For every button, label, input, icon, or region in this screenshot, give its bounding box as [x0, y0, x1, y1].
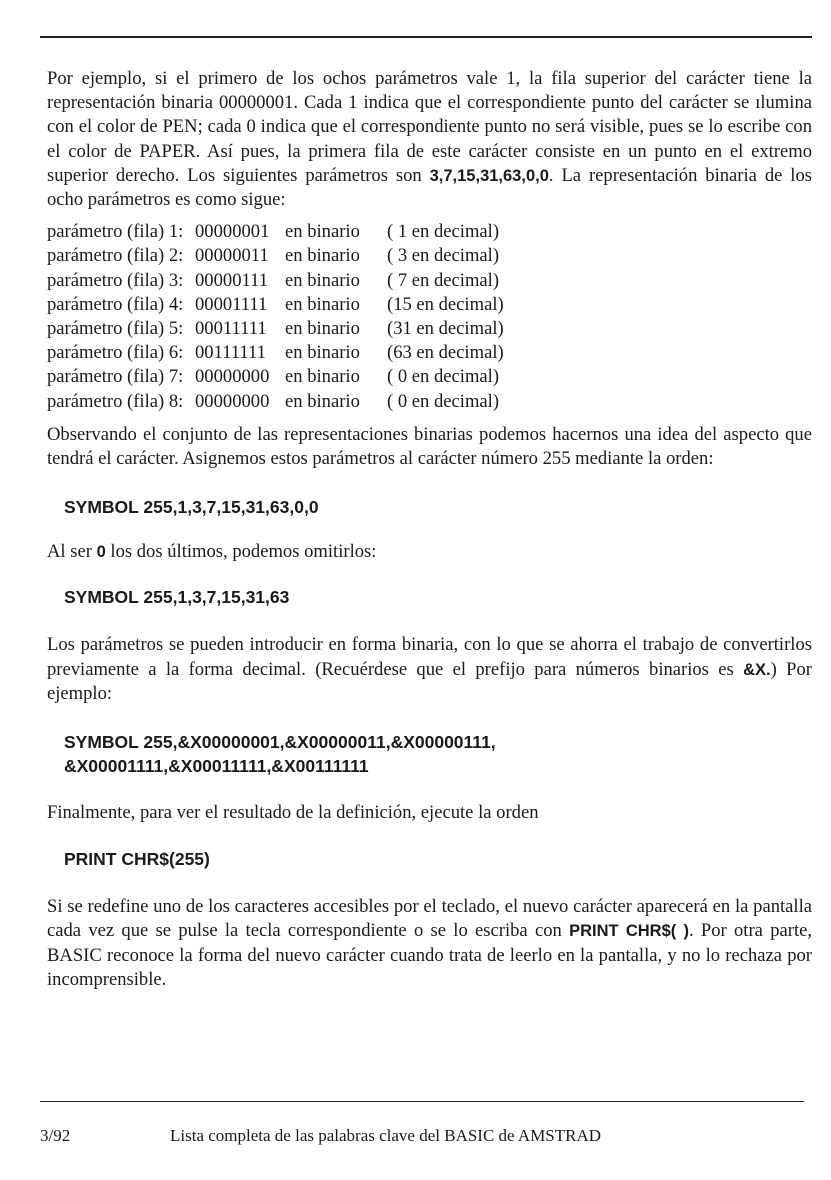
param-row: parámetro (fila) 3: 00000111 en binario ( 7 en decimal): [47, 269, 500, 291]
bold-prefix: &X.: [743, 660, 771, 679]
page-number: 3/92: [40, 1126, 71, 1145]
param-row: parámetro (fila) 8: 00000000 en binario ( 0 en decimal): [47, 390, 500, 412]
intro-text: Por ejemplo, si el primero de los ochos parámetros vale 1, la fila superior del carácter tiene la representación binaria 00000001. Cada 1 indica que el correspondiente punto del carácter se ılumina con el color de PEN; cada 0 indica que el correspondiente punto no será visible, pues se lo escribe con el color de PAPER. Así pues, la primera fila de este carácter consiste en un punto en el extremo superior derecho. Los siguientes parámetros son: [47, 68, 812, 186]
intro-params-bold: 3,7,15,31,63,0,0: [429, 166, 549, 185]
intro-text-end: . La representación binaria de los ocho parámetros es como sigue:: [47, 164, 813, 211]
paragraph-redefine: Si se redefine uno de los caracteres accesibles por el teclado, el nuevo carácter aparecerá en la pantalla cada vez que se pulse la tecla correspondiente o se lo escriba con PRINT CHR$( ). Por otra parte, BASIC reconoce la forma del nuevo carácter cuando trata de leerlo en la pantalla, y no lo rechaza por incomprensible.: [47, 896, 813, 990]
param-row: parámetro (fila) 7: 00000000 en binario ( 0 en decimal): [47, 366, 500, 388]
param-row: parámetro (fila) 4: 00001111 en binario (15 en decimal): [47, 293, 504, 315]
param-row: parámetro (fila) 1: 00000001 en binario ( 1 en decimal): [47, 221, 500, 243]
paragraph-observando: Observando el conjunto de las representaciones binarias podemos hacernos una idea del aspecto que tendrá el carácter. Asignemos estos parámetros al carácter número 255 mediante la orden:: [47, 423, 812, 470]
param-row: parámetro (fila) 2: 00000011 en binario ( 3 en decimal): [47, 245, 500, 267]
running-footer-title: Lista completa de las palabras clave del BASIC de AMSTRAD: [170, 1126, 602, 1145]
code-symbol-binary-1: SYMBOL 255,&X00000001,&X00000011,&X00000111,: [64, 732, 496, 753]
code-symbol-short: SYMBOL 255,1,3,7,15,31,63: [64, 587, 290, 608]
code-symbol-full: SYMBOL 255,1,3,7,15,31,63,0,0: [64, 497, 319, 518]
page-content: [47, 67, 812, 992]
paragraph-finalmente: Finalmente, para ver el resultado de la definición, ejecute la orden: [47, 802, 539, 824]
paragraph-omit: Al ser 0 los dos últimos, podemos omitirlos:: [47, 541, 377, 563]
paragraph-binary: Los parámetros se pueden introducir en forma binaria, con lo que se ahorra el trabajo de convertirlos previamente a la forma decimal. (Recuérdese que el prefijo para números binarios es &X.) Por ejemplo:: [47, 634, 812, 704]
param-row: parámetro (fila) 6: 00111111 en binario (63 en decimal): [47, 342, 504, 364]
bold-print-chr: PRINT CHR$( ): [569, 922, 689, 941]
paragraph-intro: [47, 67, 812, 212]
bottom-rule: [40, 1101, 804, 1102]
param-list: [47, 220, 812, 414]
code-print-chr: PRINT CHR$(255): [64, 849, 210, 870]
param-row: parámetro (fila) 5: 00011111 en binario (31 en decimal): [47, 318, 504, 340]
top-rule: [40, 36, 812, 38]
code-symbol-binary-2: &X00001111,&X00011111,&X00111111: [64, 756, 369, 777]
bold-zero: 0: [96, 543, 106, 562]
